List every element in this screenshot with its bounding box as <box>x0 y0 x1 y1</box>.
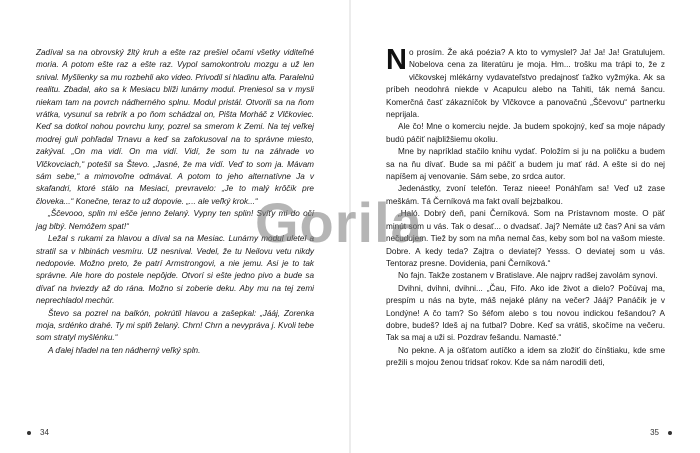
bullet-dot-icon <box>27 431 31 435</box>
right-text-block <box>386 44 665 370</box>
left-paragraph: Števo sa pozrel na balkón, pokrútil hlavou a zašepkal: „Jááj, Zorenka moja, srdénko drahé. Ty mi splň želaný. Chrn! Chrn a nevypráva j. Kvoli tebe som stratyl myšlénku.“ <box>36 308 314 343</box>
drop-cap: N <box>386 44 407 76</box>
watermark-logo: Gorila <box>255 191 423 254</box>
left-paragraph: Zadíval sa na obrovský žltý kruh a ešte raz prešiel očami všetky viditeľné moria. A potom ešte raz a ešte raz. Vypol samokontrolu mozgu a už len snival. Myšlienky sa mu rozbehli ako video. Privodil si hladinu alfa. Paralelnú realitu. Zbadal, ako sa k Mesiacu blíži lunárny modul. Preniesol sa v mysli niekam tam na povrch nádherného splnu. Modul pristál. Otvorili sa na ňom vrátka, vysunul sa rebrík a po ňom schádzal on, Pišta Morháč z Vlčkoviec. Keď sa dotkol nohou povrchu luny, pozrel sa smerom k Zemi. Na tej veľkej modrej guli pohľadal Trnavu a keď sa zafokusoval na to správne miesto, zakýval. „On ma vidí. On ma vidí. Vidí, že som tu na záhrade vo Vlčkovciach,“ potešil sa Števo. „Jasné, že ma vidí. Veď to som ja. Mávam sám sebe,“ a mimovoľne odmával. A potom to jeho alternatívne Ja v skafandri, ktoré stálo na Mesiaci, prevravelo: „Je to malý krôčik pre človeka...“ Konečne, teraz to už dopovie. „... ale veľký krok...“ <box>36 48 314 206</box>
left-page-number <box>27 428 49 437</box>
bullet-dot-icon <box>668 431 672 435</box>
right-first-paragraph-text: o prosím. Že aká poézia? A kto to vymyslel? Ja! Ja! Ja! Gratulujem. Nobelova cena za literatúru je moja. Hm... trošku ma trápi to, že z vlčkovskej mlékárny vydavateľstvo predajnosť ťažko vyžmýka. Ak sa príbeh neodohrá niekde v Acapulcu alebo na Tahiti, ták nemá šancu. Komerčná časť zákazníčok by Vlčkovce a panovačnú „Ščevovu“ partnerku neprijala. <box>386 48 665 120</box>
right-paragraph: No pekne. A ja ošťatom autíčko a idem sa zložiť do čínštiaku, kde sme prežili s mojou ženou tridsať rokov. Kde sa nám narodili deti, <box>386 345 665 368</box>
right-paragraph: Jedenástky, zvoní telefón. Teraz nieee! Ponáhľam sa! Veď už zase meškám. Tá Černíková ma fakt ovalí bejzbalkou. <box>386 184 665 206</box>
right-paragraph: No fajn. Takže zostanem v Bratislave. Ale najprv radšej zavolám synovi. <box>398 271 658 281</box>
right-page-number <box>650 428 672 437</box>
right-first-paragraph <box>386 44 665 121</box>
left-paragraph: A ďalej hľadel na ten nádherný veľký spln. <box>48 345 201 355</box>
right-paragraph: „Haló. Dobrý deň, pani Černíková. Som na Prístavnom moste. O päť minút som u vás. Tak o desať... o dvadsať. Jaj? Nemáte už čas? Ani sa vám nečudujem. Tiež by som na mňa nemal čas, keby som bol na vašom mieste. Dobre. A kedy teda? Zajtra o deviatej? Yesss. O deviatej som u vás. Tentoraz presne. Dovidenia, pani Černíková.“ <box>386 209 665 268</box>
right-page-number-text: 35 <box>650 428 659 437</box>
right-paragraph: Ale čo! Mne o komerciu nejde. Ja budem spokojný, keď sa moje nápady budú páčiť najbližšiemu okoliu. <box>386 122 665 144</box>
left-paragraph: „Ščevooo, splin mi ešče jenno želaný. Vypny ten splin! Svíťy mi do očí jag blbý. Nemóžem spat!“ <box>36 209 314 231</box>
right-paragraph: Dvihni, dvihni, dvihni... „Čau, Fifo. Ako ide život a dielo? Počúvaj ma, prespím u nás na byte, máš nejaké plány na večer? Jááj? Panáčik je v Londýne! A čo tam? So šéfom alebo s tou novou indickou fešandou? A dobre, budeš? Ideš aj na futbal? Dobre. Keď sa vrátiš, skočíme na večeru. Tak sa maj a uži si. Pozdrav fešandu. Namasté.“ <box>386 283 665 343</box>
right-paragraph: Mne by napríklad stačilo knihu vydať. Položím si ju na poličku a budem sa na ňu dívať. Bude sa mi páčiť a budem ju mať rád. A ešte si do nej napíšem aj venovanie. Sám sebe, zo srdca autor. <box>386 147 665 182</box>
left-page-number-text: 34 <box>40 428 49 437</box>
left-paragraph: Ležal s rukami za hlavou a díval sa na Mesiac. Lunárny modul uletel a stratil sa v hlbinách vesmíru. Už nesnival. Vedel, že tu Neilovu vetu nikdy nedopovie. Možno preto, že patrí Armstrongovi, a nie jemu. Asi je to tak správne. Ale hore do postele nepôjde. Otvorí si ešte jedno pivo a bude sa dívať na hviezdy až do rána. Možno si zoberie deku. Aby mu na tej zemi neprechladol mechúr. <box>36 234 314 306</box>
